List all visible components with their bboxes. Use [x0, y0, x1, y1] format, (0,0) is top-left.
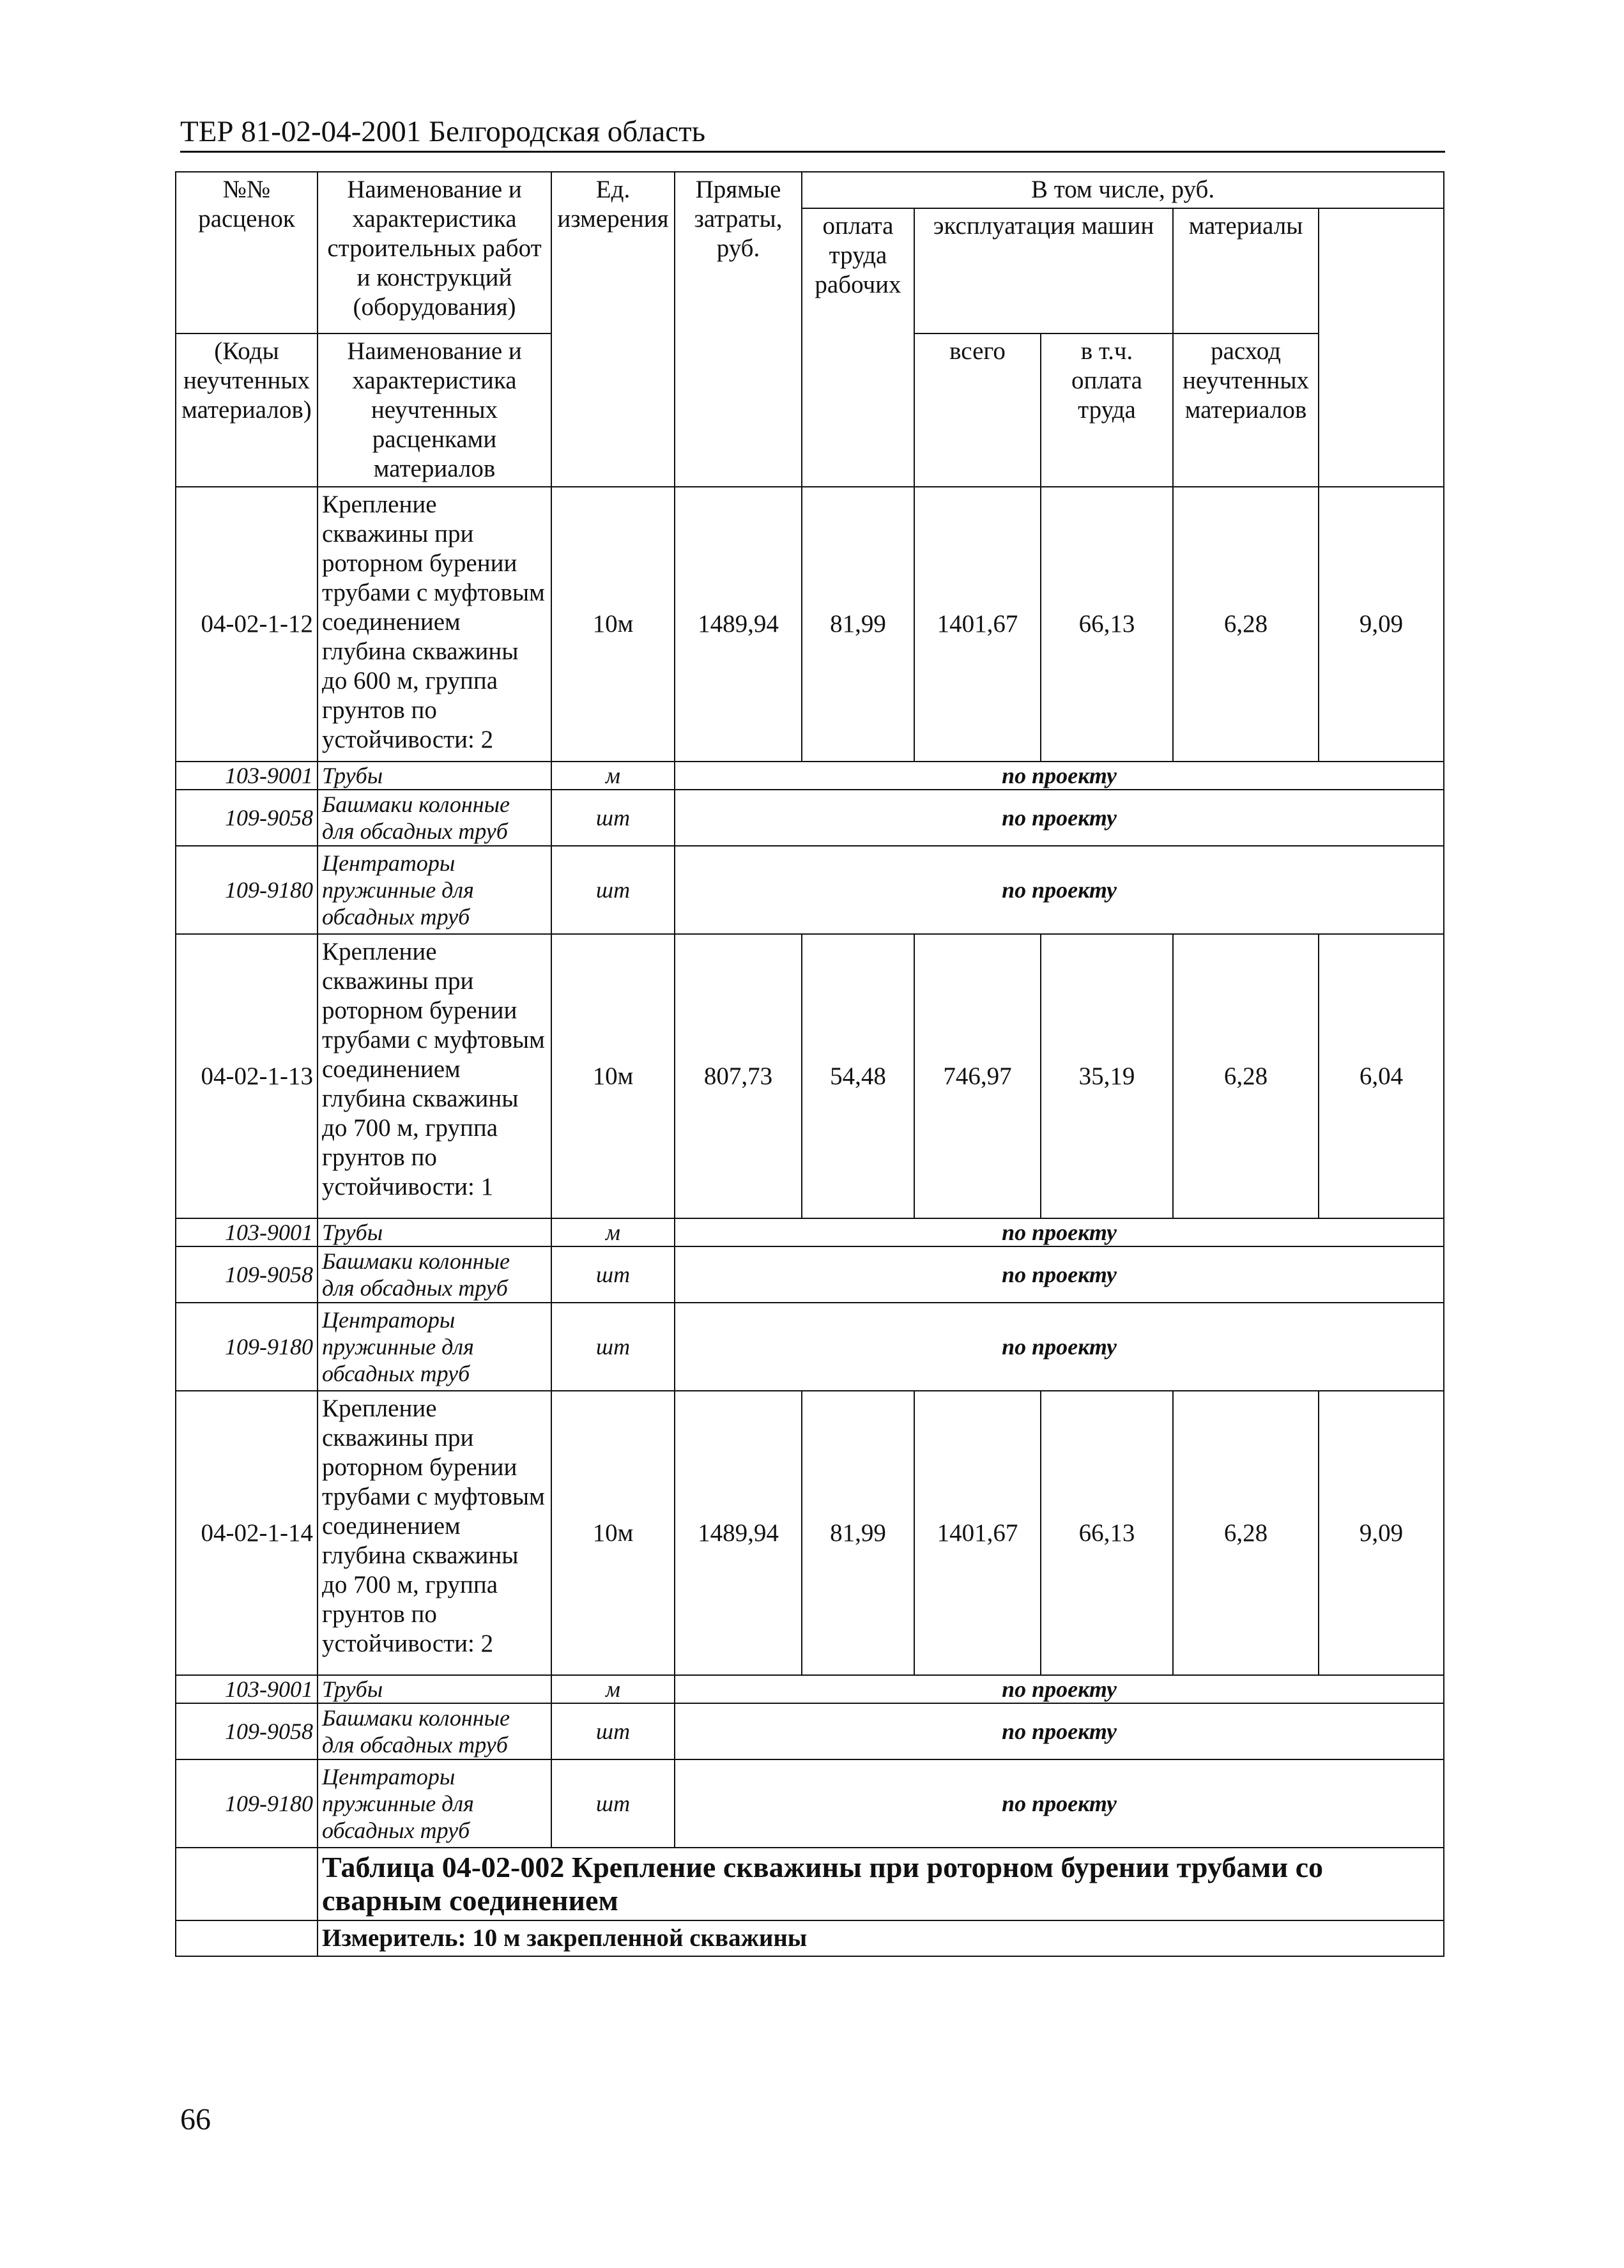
material-name: Башмаки колонные для обсадных труб — [318, 790, 551, 846]
material-unit: шт — [551, 790, 675, 846]
unaccounted-head: расход неучтенных материалов — [1173, 333, 1319, 487]
rate-code: 04-02-1-14 — [176, 1391, 318, 1675]
direct-cost: 1489,94 — [675, 1391, 802, 1675]
machines-total: 1401,67 — [914, 487, 1041, 762]
material-unit: шт — [551, 1246, 675, 1303]
page-number: 66 — [180, 2103, 211, 2136]
material-code: 109-9058 — [176, 790, 318, 846]
material-unit: шт — [551, 1303, 675, 1391]
labor-head: оплата труда рабочих — [802, 208, 914, 487]
materials-cost: 6,28 — [1173, 934, 1319, 1218]
rate-code: 04-02-1-13 — [176, 934, 318, 1218]
total-head: всего — [914, 333, 1041, 487]
incl-head: В том числе, руб. — [802, 172, 1444, 208]
material-unit: м — [551, 1218, 675, 1246]
labor-cost: 81,99 — [802, 1391, 914, 1675]
unit-cell: 10м — [551, 487, 675, 762]
material-code: 109-9058 — [176, 1703, 318, 1759]
machines-total: 1401,67 — [914, 1391, 1041, 1675]
material-row — [176, 1759, 1444, 1848]
direct-cost: 1489,94 — [675, 487, 802, 762]
machines-labor: 66,13 — [1041, 487, 1173, 762]
material-code: 103-9001 — [176, 762, 318, 790]
machines-labor: 35,19 — [1041, 934, 1173, 1218]
material-name: Трубы — [318, 1675, 551, 1703]
material-value: по проекту — [675, 1303, 1444, 1391]
material-row — [176, 1703, 1444, 1759]
material-name: Трубы — [318, 1218, 551, 1246]
materials-head: материалы — [1173, 208, 1319, 333]
material-unit: шт — [551, 1703, 675, 1759]
material-name: Трубы — [318, 762, 551, 790]
material-code: 109-9180 — [176, 846, 318, 934]
material-value: по проекту — [675, 1703, 1444, 1759]
material-value: по проекту — [675, 1675, 1444, 1703]
page-header: ТЕР 81-02-04-2001 Белгородская область — [180, 114, 1445, 153]
material-unit: шт — [551, 846, 675, 934]
material-name: Центраторы пружинные для обсадных труб — [318, 846, 551, 934]
material-value: по проекту — [675, 762, 1444, 790]
material-row — [176, 790, 1444, 846]
material-name: Центраторы пружинные для обсадных труб — [318, 1303, 551, 1391]
incl-labor-head: в т.ч. оплата труда — [1041, 333, 1173, 487]
machines-head: эксплуатация машин — [914, 208, 1173, 333]
material-unit: м — [551, 762, 675, 790]
work-hours: 9,09 — [1319, 1391, 1444, 1675]
material-row — [176, 762, 1444, 790]
material-code: 103-9001 — [176, 1218, 318, 1246]
work-name: Крепление скважины при роторном бурении трубами с муфтовым соединением глубина скважины до 600 м, группа грунтов по устойчивости: 2 — [318, 487, 551, 762]
material-value: по проекту — [675, 1246, 1444, 1303]
empty-cell — [176, 1848, 318, 1920]
material-unit: шт — [551, 1759, 675, 1848]
table-title: Таблица 04-02-002 Крепление скважины при роторном бурении трубами со сварным соединением — [318, 1848, 1444, 1920]
materials-cost: 6,28 — [1173, 487, 1319, 762]
material-value: по проекту — [675, 1759, 1444, 1848]
empty-cell — [176, 1920, 318, 1956]
table-row — [176, 1391, 1444, 1675]
material-name: Башмаки колонные для обсадных труб — [318, 1703, 551, 1759]
material-code: 109-9058 — [176, 1246, 318, 1303]
material-value: по проекту — [675, 846, 1444, 934]
material-row — [176, 1246, 1444, 1303]
material-name: Центраторы пружинные для обсадных труб — [318, 1759, 551, 1848]
work-name: Крепление скважины при роторном бурении трубами с муфтовым соединением глубина скважины до 700 м, группа грунтов по устойчивости: 1 — [318, 934, 551, 1218]
material-row — [176, 846, 1444, 934]
labor-cost: 81,99 — [802, 487, 914, 762]
unit-head: Ед. измерения — [551, 172, 675, 487]
machines-labor: 66,13 — [1041, 1391, 1173, 1675]
materials-cost: 6,28 — [1173, 1391, 1319, 1675]
rate-code: 04-02-1-12 — [176, 487, 318, 762]
material-row — [176, 1675, 1444, 1703]
direct-head: Прямые затраты, руб. — [675, 172, 802, 487]
direct-cost: 807,73 — [675, 934, 802, 1218]
material-unit: м — [551, 1675, 675, 1703]
name-head: Наименование и характеристика строительных работ и конструкций (оборудования) — [318, 172, 551, 333]
unit-cell: 10м — [551, 1391, 675, 1675]
code-subhead: (Коды неучтенных материалов) — [176, 333, 318, 487]
work-hours: 9,09 — [1319, 487, 1444, 762]
table-row — [176, 487, 1444, 762]
material-value: по проекту — [675, 790, 1444, 846]
material-name: Башмаки колонные для обсадных труб — [318, 1246, 551, 1303]
material-row — [176, 1303, 1444, 1391]
material-code: 109-9180 — [176, 1759, 318, 1848]
material-code: 109-9180 — [176, 1303, 318, 1391]
name-subhead: Наименование и характеристика неучтенных расценками материалов — [318, 333, 551, 487]
material-row — [176, 1218, 1444, 1246]
table-row — [176, 934, 1444, 1218]
material-code: 103-9001 — [176, 1675, 318, 1703]
price-table — [175, 171, 1444, 1957]
work-name: Крепление скважины при роторном бурении трубами с муфтовым соединением глубина скважины до 700 м, группа грунтов по устойчивости: 2 — [318, 1391, 551, 1675]
labor-cost: 54,48 — [802, 934, 914, 1218]
machines-total: 746,97 — [914, 934, 1041, 1218]
measure-unit: Измеритель: 10 м закрепленной скважины — [318, 1920, 1444, 1956]
material-value: по проекту — [675, 1218, 1444, 1246]
unit-cell: 10м — [551, 934, 675, 1218]
work-hours: 6,04 — [1319, 934, 1444, 1218]
code-head: №№ расценок — [176, 172, 318, 333]
